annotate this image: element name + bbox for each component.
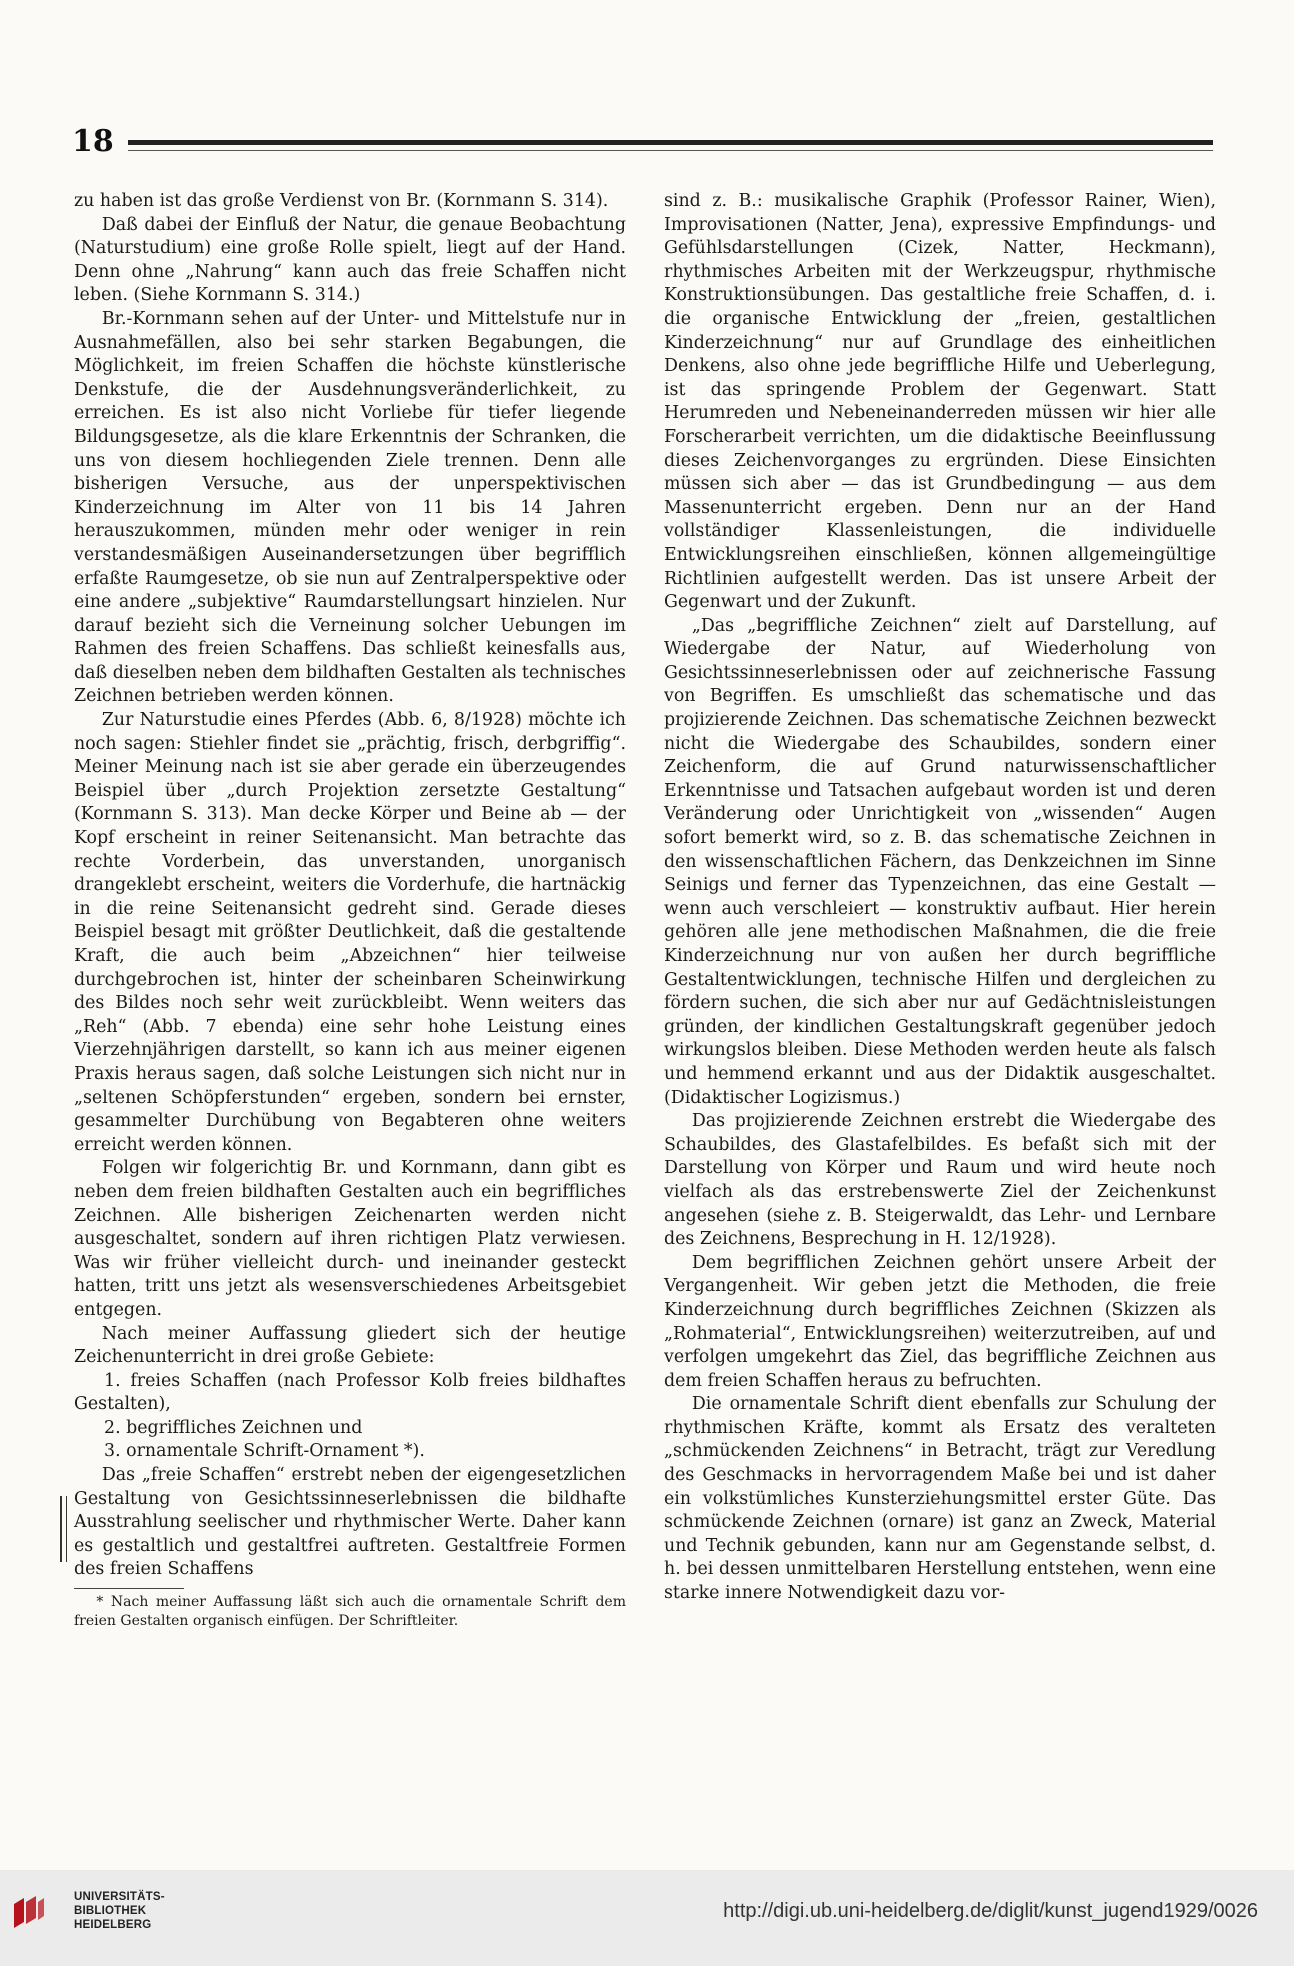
library-name-line: BIBLIOTHEK (74, 1905, 147, 1917)
margin-mark (60, 1496, 67, 1562)
paragraph: Nach meiner Auffassung gliedert sich der heutige Zeichenunterricht in drei große Gebiete: (74, 1323, 626, 1368)
right-column (664, 190, 1216, 1606)
header-rule-thin (128, 150, 1213, 151)
paragraph: „Das „begriffliche Zeichnen“ zielt auf Darstellung, auf Wiedergabe der Natur, auf Wiederholung von Gesichtssinneserlebnissen oder auf zeichnerische Fassung von Begriffen. Es umschließt das schematische und das projizierende Zeichnen. Das schematische Zeichnen bezweckt nicht die Wiedergabe des Schaubildes, sondern einer Zeichenform, die auf Grund naturwissenschaftlicher Erkenntnisse und Tatsachen aufgebaut worden ist und deren Veränderung oder Unrichtigkeit von „wissenden“ Augen sofort bemerkt wird, so z. B. das schematische Zeichnen in den wissenschaftlichen Fächern, das Denkzeichnen im Sinne Seinigs und ferner das Typenzeichnen, das eine Gestalt — wenn auch verschleiert — konstruktiv aufbaut. Hier herein gehören alle jene methodischen Maßnahmen, die die freie Kinderzeichnung nur von außen her durch begriffliche Gestaltentwicklungen, technische Hilfen und dergleichen zu fördern suchen, die sich aber nur auf Gedächtnisleistungen gründen, der kindlichen Gestaltungskraft gegenüber jedoch wirkungslos bleiben. Diese Methoden werden heute als falsch und hemmend erkannt und aus der Didaktik ausgeschaltet. (Didaktischer Logizismus.) (664, 615, 1216, 1108)
footnote: * Nach meiner Auffassung läßt sich auch die ornamentale Schrift dem freien Gestalten organisch einfügen. Der Schriftleiter. (74, 1594, 626, 1630)
library-name-line: UNIVERSITÄTS- (74, 1891, 165, 1903)
list-item: 1. freies Schaffen (nach Professor Kolb freies bildhaftes Gestalten), (74, 1370, 626, 1415)
paragraph: Die ornamentale Schrift dient ebenfalls zur Schulung der rhythmischen Kräfte, kommt als Ersatz des veralteten „schmückenden Zeichnens“ in Betracht, trägt zur Veredlung des Geschmacks in hervorragendem Maße bei und ist daher ein volkstümliches Kunsterziehungsmittel erster Güte. Das schmückende Zeichnen (ornare) ist ganz an Zweck, Material und Technik gebunden, kann nur am Gegenstande selbst, d. h. bei dessen unmittelbaren Herstellung entstehen, wenn eine starke innere Notwendigkeit dazu vor- (664, 1394, 1216, 1604)
library-name (74, 1890, 165, 1932)
paragraph: Zur Naturstudie eines Pferdes (Abb. 6, 8/1928) möchte ich noch sagen: Stiehler findet sie „prächtig, frisch, derbgriffig“. Meiner Meinung nach ist sie aber gerade ein überzeugendes Beispiel über „durch Projektion zersetzte Gestaltung“ (Kornmann S. 313). Man decke Körper und Beine ab — der Kopf erscheint in reiner Seitenansicht. Man betrachte das rechte Vorderbein, das unverstanden, unorganisch drangeklebt erscheint, weiters die Vorderhufe, die hartnäckig in die reine Seitenansicht gedreht sind. Gerade dieses Beispiel besagt mit größter Deutlichkeit, daß die gestaltende Kraft, die auch beim „Abzeichnen“ hier teilweise durchgebrochen ist, hinter der scheinbaren Scheinwirkung des Bildes noch sehr weit zurückbleibt. Wenn weiters das „Reh“ (Abb. 7 ebenda) eine sehr hohe Leistung eines Vierzehnjährigen darstellt, so kann ich aus meiner eigenen Praxis heraus sagen, daß solche Leistungen sich nicht nur in „seltenen Schöpferstunden“ ergeben, sondern bei ernster, gesammelter Durchübung von Begabteren ohne weiters erreicht werden können. (74, 710, 626, 1155)
paragraph: Dem begrifflichen Zeichnen gehört unsere Arbeit der Vergangenheit. Wir geben jetzt die Methoden, die freie Kinderzeichnung durch begriffliches Zeichnen (Skizzen als „Rohmaterial“, Entwicklungsreihen) weiterzutreiben, auf und verfolgen umgekehrt das Ziel, das begriffliche Zeichnen aus dem freien Schaffen heraus zu befruchten. (664, 1252, 1216, 1391)
paragraph: Das „freie Schaffen“ erstrebt neben der eigengesetzlichen Gestaltung von Gesichtssinneserlebnissen die bildhafte Ausstrahlung seelischer und rhythmischer Werte. Daher kann es gestaltlich und gestaltfrei auftreten. Gestaltfreie Formen des freien Schaffens (74, 1465, 626, 1580)
paragraph: Das projizierende Zeichnen erstrebt die Wiedergabe des Schaubildes, des Glastafelbildes. Es befaßt sich mit der Darstellung von Körper und Raum und wird heute noch vielfach als das erstrebenswerte Ziel der Zeichenkunst angesehen (siehe z. B. Steigerwaldt, das Lehr- und Lernbare des Zeichnens, Besprechung in H. 12/1928). (664, 1111, 1216, 1250)
list-item: 3. ornamentale Schrift-Ornament *). (104, 1441, 425, 1462)
page-number: 18 (72, 124, 114, 159)
header-rule (128, 140, 1213, 145)
left-column (74, 190, 626, 1631)
list-item: 2. begriffliches Zeichnen und (104, 1417, 363, 1438)
source-url-link[interactable]: http://digi.ub.uni-heidelberg.de/diglit/kunst_jugend1929/0026 (723, 1900, 1258, 1922)
paragraph: Daß dabei der Einfluß der Natur, die genaue Beobachtung (Naturstudium) eine große Rolle spielt, liegt auf der Hand. Denn ohne „Nahrung“ kann auch das freie Schaffen nicht leben. (Siehe Kornmann S. 314.) (74, 214, 626, 306)
paragraph: Br.-Kornmann sehen auf der Unter- und Mittelstufe nur in Ausnahmefällen, also bei sehr starken Begabungen, die Möglichkeit, im freien Schaffen die höchste künstlerische Denkstufe, die der Ausdehnungsveränderlichkeit, zu erreichen. Es ist also nicht Vorliebe für tiefer liegende Bildungsgesetze, als die klare Erkenntnis der Schranken, die uns von diesem hochliegenden Ziele trennen. Denn alle bisherigen Versuche, aus der unperspektivischen Kinderzeichnung im Alter von 11 bis 14 Jahren herauszukommen, münden mehr oder weniger in rein verstandesmäßigen Auseinandersetzungen über begrifflich erfaßte Raumgesetze, ob sie nun auf Zentralperspektive oder eine andere „subjektive“ Raumdarstellungsart hinzielen. Nur darauf bezieht sich die Verneinung solcher Uebungen im Rahmen des freien Schaffens. Das schließt keinesfalls aus, daß dieselben neben dem bildhaften Gestalten als technisches Zeichnen betrieben werden können. (74, 308, 626, 707)
footer-bar (0, 1870, 1294, 1966)
library-name-line: HEIDELBERG (74, 1919, 152, 1931)
paragraph: Folgen wir folgerichtig Br. und Kornmann, dann gibt es neben dem freien bildhaften Gestalten auch ein begriffliches Zeichnen. Alle bisherigen Zeichenarten werden nicht ausgeschaltet, sondern auf ihren richtigen Platz verwiesen. Was wir früher vielleicht durch- und ineinander gesteckt hatten, tritt uns jetzt als wesensverschiedenes Arbeitsgebiet entgegen. (74, 1158, 626, 1320)
paragraph: zu haben ist das große Verdienst von Br. (Kornmann S. 314). (74, 191, 609, 211)
paragraph: sind z. B.: musikalische Graphik (Professor Rainer, Wien), Improvisationen (Natter, Jena), expressive Empfindungs- und Gefühlsdarstellungen (Cizek, Natter, Heckmann), rhythmisches Arbeiten mit der Werkzeugspur, rhythmische Konstruktionsübungen. Das gestaltliche freie Schaffen, d. i. die organische Entwicklung der „freien, gestaltlichen Kinderzeichnung“ nur auf Grundlage des einheitlichen Denkens, also ohne jede begriffliche Hilfe und Ueberlegung, ist das springende Problem der Gegenwart. Statt Herumreden und Nebeneinanderreden müssen wir hier alle Forscherarbeit verrichten, um die didaktische Beeinflussung dieses Zeichenvorganges zu ergründen. Diese Einsichten müssen sich aber — das ist Grundbedingung — aus dem Massenunterricht ergeben. Denn nur an der Hand vollständiger Klassenleistungen, die individuelle Entwicklungsreihen einschließen, können allgemeingültige Richtlinien aufgestellt werden. Das ist unsere Arbeit der Gegenwart und der Zukunft. (664, 191, 1216, 613)
library-logo-icon (10, 1894, 48, 1932)
footnote-rule (74, 1588, 184, 1589)
